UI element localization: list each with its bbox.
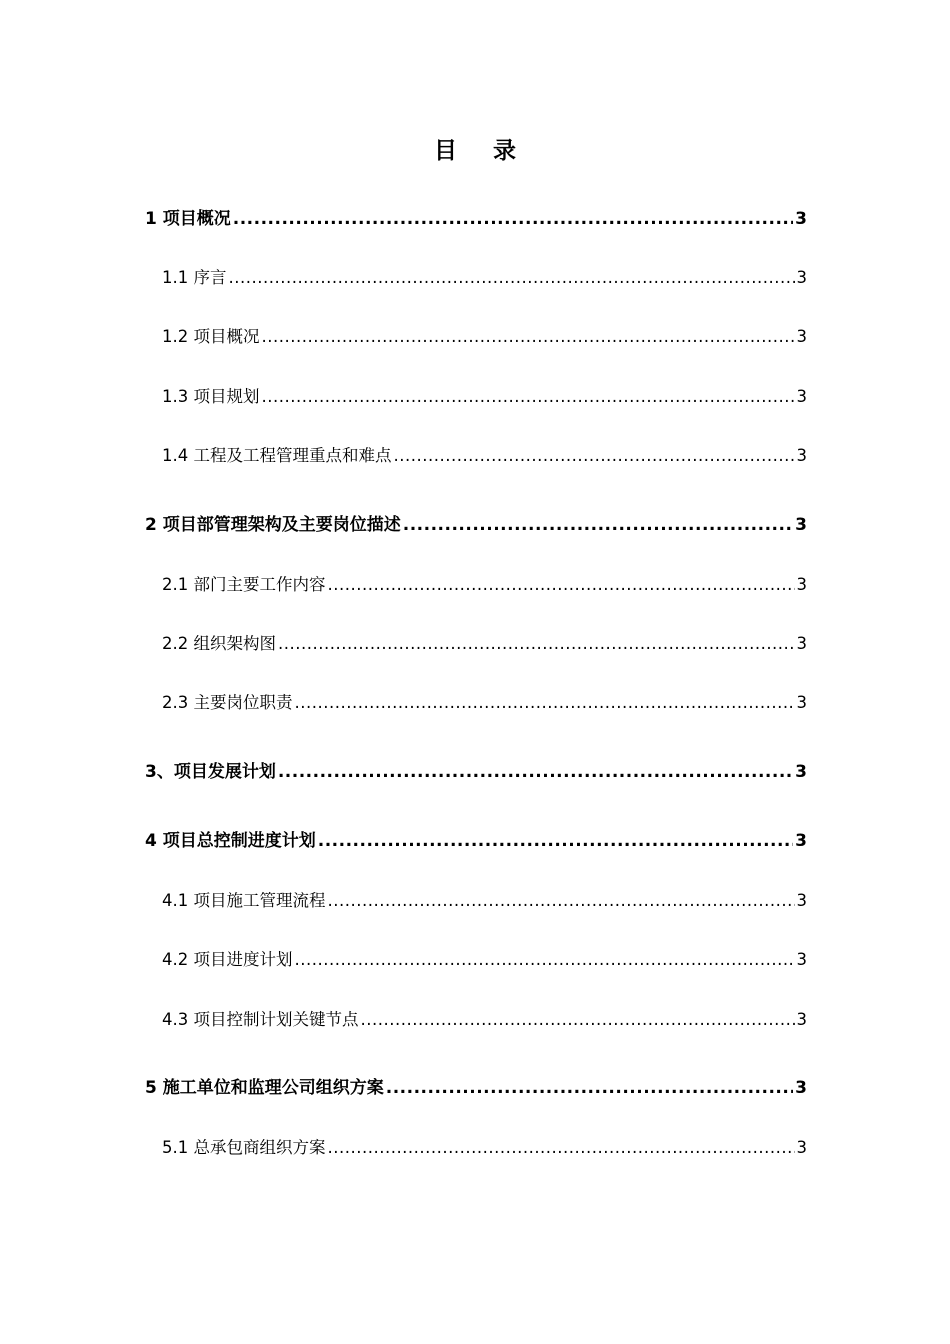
toc-dot-leader (229, 266, 795, 290)
toc-entry-4[interactable] (145, 829, 807, 853)
toc-page-number: 3 (795, 762, 807, 782)
toc-entry-1-1[interactable] (162, 266, 807, 290)
toc-page-number: 3 (796, 950, 807, 969)
toc-page-number: 3 (796, 446, 807, 465)
toc-entry-1-4[interactable] (162, 444, 807, 468)
toc-dot-leader (262, 325, 795, 349)
toc-entry-text: 4.3 项目控制计划关键节点 (162, 1010, 359, 1029)
toc-entry-text: 2.1 部门主要工作内容 (162, 575, 326, 594)
toc-dot-leader (403, 513, 793, 537)
toc-page-number: 3 (796, 327, 807, 346)
toc-page-number: 3 (796, 1138, 807, 1157)
toc-page-number: 3 (796, 387, 807, 406)
toc-dot-leader (318, 829, 793, 853)
toc-page-number: 3 (795, 515, 807, 535)
toc-entry-1[interactable] (145, 207, 807, 231)
toc-entry-2[interactable] (145, 513, 807, 537)
toc-entry-4-1[interactable] (162, 889, 807, 913)
toc-entry-text: 4 项目总控制进度计划 (145, 831, 316, 851)
toc-page-number: 3 (796, 575, 807, 594)
toc-page-number: 3 (795, 831, 807, 851)
toc-page-number: 3 (796, 693, 807, 712)
toc-entry-2-1[interactable] (162, 573, 807, 597)
toc-page-number: 3 (795, 1078, 807, 1098)
toc-dot-leader (386, 1076, 793, 1100)
toc-page-number: 3 (796, 891, 807, 910)
toc-dot-leader (328, 1136, 795, 1160)
toc-entry-5[interactable] (145, 1076, 807, 1100)
toc-entry-text: 1.3 项目规划 (162, 387, 260, 406)
toc-dot-leader (361, 1008, 795, 1032)
toc-entry-text: 4.2 项目进度计划 (162, 950, 293, 969)
toc-dot-leader (328, 573, 795, 597)
toc-dot-leader (295, 948, 795, 972)
toc-entry-2-2[interactable] (162, 632, 807, 656)
toc-entry-text: 1.4 工程及工程管理重点和难点 (162, 446, 392, 465)
toc-dot-leader (233, 207, 793, 231)
toc-page-number: 3 (795, 209, 807, 229)
toc-dot-leader (394, 444, 795, 468)
toc-entry-5-1[interactable] (162, 1136, 807, 1160)
toc-title: 目 录 (433, 138, 530, 164)
toc-entry-text: 1 项目概况 (145, 209, 231, 229)
toc-entry-text: 4.1 项目施工管理流程 (162, 891, 326, 910)
toc-entry-text: 2.3 主要岗位职责 (162, 693, 293, 712)
toc-dot-leader (278, 760, 793, 784)
toc-dot-leader (262, 385, 795, 409)
toc-entry-text: 1.2 项目概况 (162, 327, 260, 346)
toc-entry-text: 2.2 组织架构图 (162, 634, 276, 653)
toc-dot-leader (278, 632, 795, 656)
toc-page-number: 3 (796, 1010, 807, 1029)
toc-entry-4-2[interactable] (162, 948, 807, 972)
toc-page-number: 3 (796, 634, 807, 653)
toc-entry-text: 3、项目发展计划 (145, 762, 276, 782)
toc-dot-leader (295, 691, 795, 715)
toc-entry-4-3[interactable] (162, 1008, 807, 1032)
toc-entry-text: 5 施工单位和监理公司组织方案 (145, 1078, 384, 1098)
toc-entry-2-3[interactable] (162, 691, 807, 715)
toc-entry-1-2[interactable] (162, 325, 807, 349)
toc-entry-text: 1.1 序言 (162, 268, 227, 287)
toc-entry-1-3[interactable] (162, 385, 807, 409)
toc-dot-leader (328, 889, 795, 913)
toc-entry-text: 5.1 总承包商组织方案 (162, 1138, 326, 1157)
toc-entry-3[interactable] (145, 760, 807, 784)
toc-entry-text: 2 项目部管理架构及主要岗位描述 (145, 515, 401, 535)
toc-page-number: 3 (796, 268, 807, 287)
